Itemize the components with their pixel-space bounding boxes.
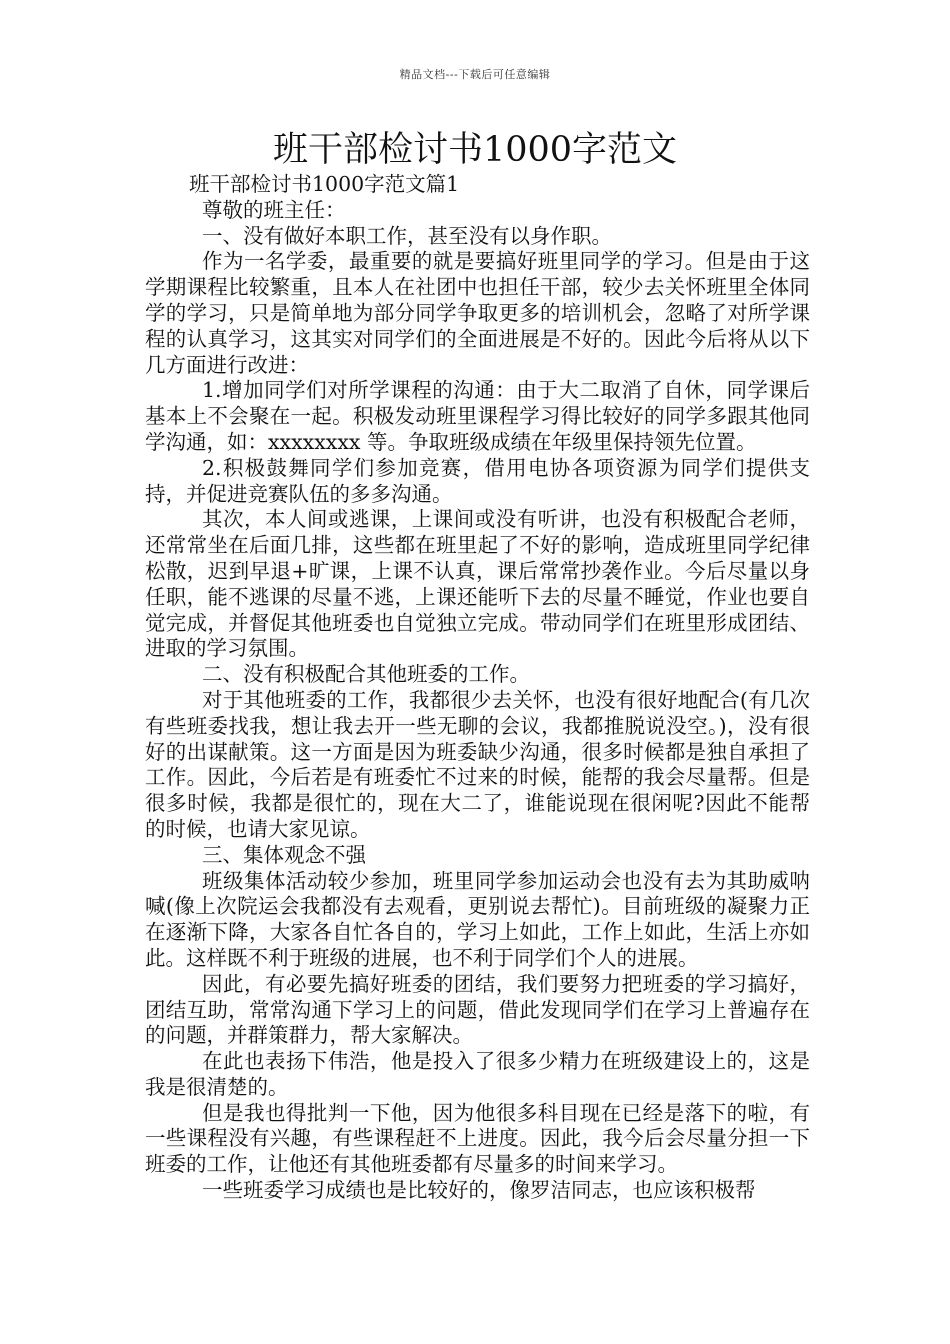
running-header: 精品文档---下载后可任意编辑 — [399, 68, 551, 81]
paragraph: 一些班委学习成绩也是比较好的，像罗洁同志，也应该积极帮 — [202, 1178, 756, 1203]
document-title: 班干部检讨书1000字范文 — [272, 130, 678, 170]
heading-point-three: 三、集体观念不强 — [202, 842, 366, 867]
paragraph: 因此，有必要先搞好班委的团结，我们要努力把班委的学习搞好，团结互助，常常沟通下学习上的问题，借此发现同学们在学习上普遍存在的问题，并群策群力，帮大家解决。 — [145, 971, 810, 1048]
paragraph: 其次，本人间或逃课，上课间或没有听讲，也没有积极配合老师，还常常坐在后面几排，这些都在班里起了不好的影响，造成班里同学纪律松散，迟到早退+旷课，上课不认真，课后常常抄袭作业。今后尽量以身任职，能不逃课的尽量不逃，上课还能听下去的尽量不睡觉，作业也要自觉完成，并督促其他班委也自觉独立完成。带动同学们在班里形成团结、进取的学习氛围。 — [145, 507, 810, 661]
salutation: 尊敬的班主任： — [202, 197, 346, 222]
paragraph: 在此也表扬下伟浩，他是投入了很多少精力在班级建设上的，这是我是很清楚的。 — [145, 1049, 810, 1099]
paragraph: 作为一名学委，最重要的就是要搞好班里同学的学习。但是由于这学期课程比较繁重，且本人在社团中也担任干部，较少去关怀班里全体同学的学习，只是简单地为部分同学争取更多的培训机会，忽略了对所学课程的认真学习，这其实对同学们的全面进展是不好的。因此今后将从以下几方面进行改进： — [145, 249, 810, 377]
paragraph: 但是我也得批判一下他，因为他很多科目现在已经是落下的啦，有一些课程没有兴趣，有些课程赶不上进度。因此，我今后会尽量分担一下班委的工作，让他还有其他班委都有尽量多的时间来学习。 — [145, 1100, 810, 1177]
heading-point-two: 二、没有积极配合其他班委的工作。 — [202, 662, 530, 687]
paragraph: 2.积极鼓舞同学们参加竞赛，借用电协各项资源为同学们提供支持，并促进竞赛队伍的多多沟通。 — [145, 455, 810, 506]
paragraph: 1.增加同学们对所学课程的沟通：由于大二取消了自休，同学课后基本上不会聚在一起。积极发动班里课程学习得比较好的同学多跟其他同学沟通，如：xxxxxxxx 等。争取班级成绩在年级里保持领先位置。 — [145, 378, 810, 454]
document-body — [145, 172, 810, 1204]
section-heading: 班干部检讨书1000字范文篇1 — [189, 172, 460, 196]
paragraph: 班级集体活动较少参加，班里同学参加运动会也没有去为其助威呐喊(像上次院运会我都没有去观看，更别说去帮忙)。目前班级的凝聚力正在逐渐下降，大家各自忙各自的，学习上如此，工作上如此，生活上亦如此。这样既不利于班级的进展，也不利于同学们个人的进展。 — [145, 868, 810, 970]
paragraph: 对于其他班委的工作，我都很少去关怀，也没有很好地配合(有几次有些班委找我，想让我去开一些无聊的会议，我都推脱说没空。)，没有很好的出谋献策。这一方面是因为班委缺少沟通，很多时候都是独自承担了工作。因此，今后若是有班委忙不过来的时候，能帮的我会尽量帮。但是很多时候，我都是很忙的，现在大二了，谁能说现在很闲呢?因此不能帮的时候，也请大家见谅。 — [145, 687, 810, 841]
heading-point-one: 一、没有做好本职工作，甚至没有以身作职。 — [202, 223, 612, 248]
